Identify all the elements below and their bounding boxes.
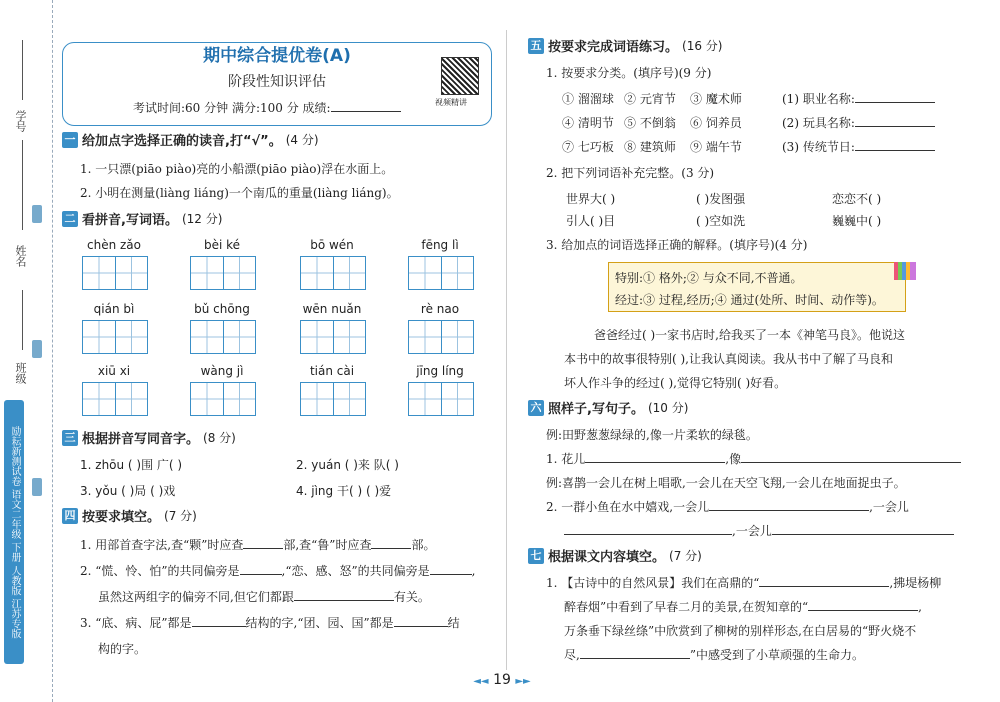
poem-line (564, 646, 864, 663)
answer-blank[interactable] (855, 138, 935, 151)
next-arrow-icon: ►► (515, 676, 531, 687)
paragraph-line: 爸爸经过( )一家书店时,给我买了一本《神笔马良》。他说这 (594, 328, 905, 342)
pinyin-label: rè nao (420, 302, 460, 316)
writing-grid[interactable] (300, 256, 366, 290)
class-label: 班级 (14, 362, 27, 384)
answer-blank[interactable] (371, 536, 411, 549)
paragraph-line: 本书中的故事很特别( ),让我认真阅读。我从书中了解了马良和 (564, 352, 893, 366)
answer-blank[interactable] (294, 588, 394, 601)
section-title: 给加点字选择正确的读音,打“√”。 (82, 134, 282, 149)
sentence-q2-cont (564, 522, 954, 539)
student-no-label: 学号 (14, 110, 27, 132)
question-line: 1. 一只漂(piāo piào)亮的小船漂(piāo piào)浮在水面上。 (80, 162, 394, 176)
text: 2. 一群小鱼在水中嬉戏,一会儿 (546, 500, 710, 514)
homophone-q4: 4. jìng 干( ) ( )爱 (296, 484, 392, 498)
text: 1. 用部首查字法,查“颗”时应查 (80, 538, 244, 552)
binding-tag (32, 340, 42, 358)
section-points: (10 分) (647, 401, 689, 415)
idiom-item[interactable]: 恋恋不( ) (832, 192, 882, 206)
text: 结构的字,“团、园、国”都是 (245, 616, 394, 630)
example-sentence: 例:田野葱葱绿绿的,像一片柔软的绿毯。 (546, 428, 758, 442)
question-line: 1. 按要求分类。(填序号)(9 分) (546, 66, 712, 80)
answer-blank[interactable] (759, 574, 889, 587)
word-option: ⑤ 不倒翁 (624, 116, 676, 130)
section-points: (8 分) (203, 431, 236, 445)
section-7-heading (528, 546, 702, 565)
sentence-q2 (546, 498, 909, 515)
exam-title: 期中综合提优卷(A) (203, 46, 351, 66)
section-title: 按要求完成词语练习。 (548, 40, 679, 55)
word-option: ④ 清明节 (562, 116, 614, 130)
answer-blank[interactable] (580, 646, 690, 659)
example-sentence: 例:喜鹊一会儿在树上唱歌,一会儿在天空飞翔,一会儿在地面捉虫子。 (546, 476, 906, 490)
text: 部。 (411, 538, 436, 552)
text: 结 (447, 616, 460, 630)
pinyin-label: wēn nuǎn (302, 302, 362, 316)
page-number (462, 672, 542, 688)
text: 醉春烟”中看到了早春二月的美景,在贺知章的“ (564, 600, 809, 614)
section-number: 七 (528, 548, 544, 564)
section-points: (16 分) (682, 39, 723, 53)
section-number: 三 (62, 430, 78, 446)
fill-q3 (80, 614, 460, 631)
writing-grid[interactable] (300, 320, 366, 354)
text: 有关。 (393, 590, 430, 604)
section-number: 一 (62, 132, 78, 148)
text: , (471, 564, 476, 578)
pinyin-label: xiū xi (97, 364, 131, 378)
section-4-heading (62, 506, 197, 525)
pinyin-label: wàng jì (200, 364, 244, 378)
pinyin-label: bō wén (310, 238, 354, 252)
writing-grid[interactable] (190, 256, 256, 290)
exam-subtitle: 阶段性知识评估 (228, 74, 326, 90)
pinyin-label: jīng líng (416, 364, 464, 378)
name-line (22, 140, 23, 230)
answer-blank[interactable] (741, 450, 961, 463)
idiom-item[interactable]: 引人( )目 (566, 214, 616, 228)
idiom-item[interactable]: ( )发图强 (696, 192, 746, 206)
section-1-heading (62, 130, 319, 149)
books-icon (894, 262, 916, 280)
writing-grid[interactable] (82, 256, 148, 290)
writing-grid[interactable] (190, 320, 256, 354)
fill-q1 (80, 536, 435, 553)
answer-blank[interactable] (808, 598, 918, 611)
text: ,一会儿 (869, 500, 909, 514)
text: 尽, (564, 648, 580, 662)
answer-blank[interactable] (192, 614, 246, 627)
text: 1. 【古诗中的自然风景】我们在高鼎的“ (546, 576, 760, 590)
name-label: 姓名 (14, 245, 27, 267)
section-title: 照样子,写句子。 (548, 402, 644, 417)
definition-box (608, 262, 906, 312)
homophone-q2: 2. yuán ( )来 队( ) (296, 458, 399, 472)
section-title: 根据拼音写同音字。 (82, 432, 200, 447)
section-number: 二 (62, 211, 78, 227)
exam-meta (133, 99, 401, 116)
paragraph-line: 坏人作斗争的经过( ),觉得它特别( )好看。 (564, 376, 787, 390)
writing-grid[interactable] (408, 382, 474, 416)
section-2-heading (62, 209, 222, 228)
pinyin-label: bǔ chōng (194, 302, 250, 316)
binding-tag (32, 478, 42, 496)
title-box (62, 42, 492, 126)
section-6-heading (528, 398, 688, 417)
column-divider (506, 30, 507, 670)
exam-meta-text: 考试时间:60 分钟 满分:100 分 成绩: (133, 101, 331, 115)
answer-blank[interactable] (243, 536, 283, 549)
text: 3. “底、病、屁”都是 (80, 616, 192, 630)
binding-tag (32, 205, 42, 223)
text: 部,查“鲁”时应查 (283, 538, 372, 552)
question-line: 3. 给加点的词语选择正确的解释。(填序号)(4 分) (546, 238, 808, 252)
writing-grid[interactable] (82, 382, 148, 416)
word-option: ① 溜溜球 (562, 92, 614, 106)
section-title: 根据课文内容填空。 (548, 550, 666, 565)
answer-blank[interactable] (585, 450, 725, 463)
poem-line (546, 574, 941, 591)
text: 1. 花儿 (546, 452, 586, 466)
writing-grid[interactable] (408, 320, 474, 354)
section-points: (7 分) (669, 549, 702, 563)
writing-grid[interactable] (408, 256, 474, 290)
idiom-item[interactable]: ( )空如洗 (696, 214, 746, 228)
section-3-heading (62, 428, 236, 447)
category-label: (3) 传统节日: (782, 140, 855, 154)
idiom-item[interactable]: 世界大( ) (566, 192, 616, 206)
question-line: 2. 小明在测量(liàng liáng)一个南瓜的重量(liàng liáng)。 (80, 186, 399, 200)
word-option: ② 元宵节 (624, 92, 676, 106)
text: ”中感受到了小草顽强的生命力。 (689, 648, 864, 662)
class-line (22, 290, 23, 350)
word-option: ③ 魔术师 (690, 92, 742, 106)
text: , (918, 600, 922, 614)
pinyin-label: fēng lì (421, 238, 459, 252)
fill-q2-cont (98, 588, 430, 605)
category-line (782, 114, 935, 131)
prev-arrow-icon: ◄◄ (473, 676, 489, 687)
pinyin-label: bèi ké (203, 238, 241, 252)
section-number: 五 (528, 38, 544, 54)
section-title: 看拼音,写词语。 (82, 213, 178, 228)
category-label: (1) 职业名称: (782, 92, 855, 106)
answer-blank[interactable] (240, 562, 282, 575)
category-line (782, 90, 935, 107)
answer-blank[interactable] (394, 614, 448, 627)
qr-code-icon[interactable] (441, 57, 479, 95)
word-option: ⑧ 建筑师 (624, 140, 676, 154)
section-points: (4 分) (285, 133, 319, 147)
word-option: ⑨ 端午节 (690, 140, 742, 154)
text: 虽然这两组字的偏旁不同,但它们都跟 (98, 590, 294, 604)
section-points: (12 分) (181, 212, 223, 226)
text: ,“恋、感、怒”的共同偏旁是 (281, 564, 430, 578)
definition-2: 经过:③ 过程,经历;④ 通过(处所、时间、动作等)。 (615, 293, 884, 307)
brand-label: 励耘新测试卷 语文二年级 下册 人教版 江苏专版 (4, 400, 24, 664)
section-number: 四 (62, 508, 78, 524)
qr-label: 视频精讲 (435, 98, 467, 107)
sentence-q1 (546, 450, 961, 467)
section-5-heading (528, 36, 722, 55)
student-no-line (22, 40, 23, 100)
page-number-value: 19 (493, 672, 511, 688)
homophone-q3: 3. yǒu ( )局 ( )戏 (80, 484, 176, 498)
word-option: ⑥ 饲养员 (690, 116, 742, 130)
pinyin-label: tián cài (309, 364, 355, 378)
section-title: 按要求填空。 (82, 510, 161, 525)
answer-blank[interactable] (430, 562, 472, 575)
category-label: (2) 玩具名称: (782, 116, 855, 130)
word-option: ⑦ 七巧板 (562, 140, 614, 154)
answer-blank[interactable] (855, 90, 935, 103)
text: ,像 (725, 452, 742, 466)
text: ,一会儿 (732, 524, 772, 538)
category-line (782, 138, 935, 155)
writing-grid[interactable] (300, 382, 366, 416)
writing-grid[interactable] (190, 382, 256, 416)
answer-blank[interactable] (709, 498, 869, 511)
answer-blank[interactable] (855, 114, 935, 127)
section-points: (7 分) (164, 509, 197, 523)
question-line: 2. 把下列词语补充完整。(3 分) (546, 166, 715, 180)
poem-line (564, 598, 922, 615)
pinyin-label: qián bì (93, 302, 135, 316)
pinyin-label: chèn zǎo (87, 238, 141, 252)
answer-blank[interactable] (772, 522, 954, 535)
fill-q3-cont: 构的字。 (98, 642, 147, 656)
text: 2. “慌、怜、怕”的共同偏旁是 (80, 564, 240, 578)
writing-grid[interactable] (82, 320, 148, 354)
idiom-item[interactable]: 巍巍中( ) (832, 214, 882, 228)
answer-blank[interactable] (564, 522, 732, 535)
fill-q2 (80, 562, 475, 579)
text: ,拂堤杨柳 (889, 576, 942, 590)
homophone-q1: 1. zhōu ( )围 广( ) (80, 458, 183, 472)
definition-1: 特别:① 格外;② 与众不同,不普通。 (615, 271, 803, 285)
poem-line: 万条垂下绿丝绦”中欣赏到了柳树的别样形态,在白居易的“野火烧不 (564, 624, 917, 638)
section-number: 六 (528, 400, 544, 416)
